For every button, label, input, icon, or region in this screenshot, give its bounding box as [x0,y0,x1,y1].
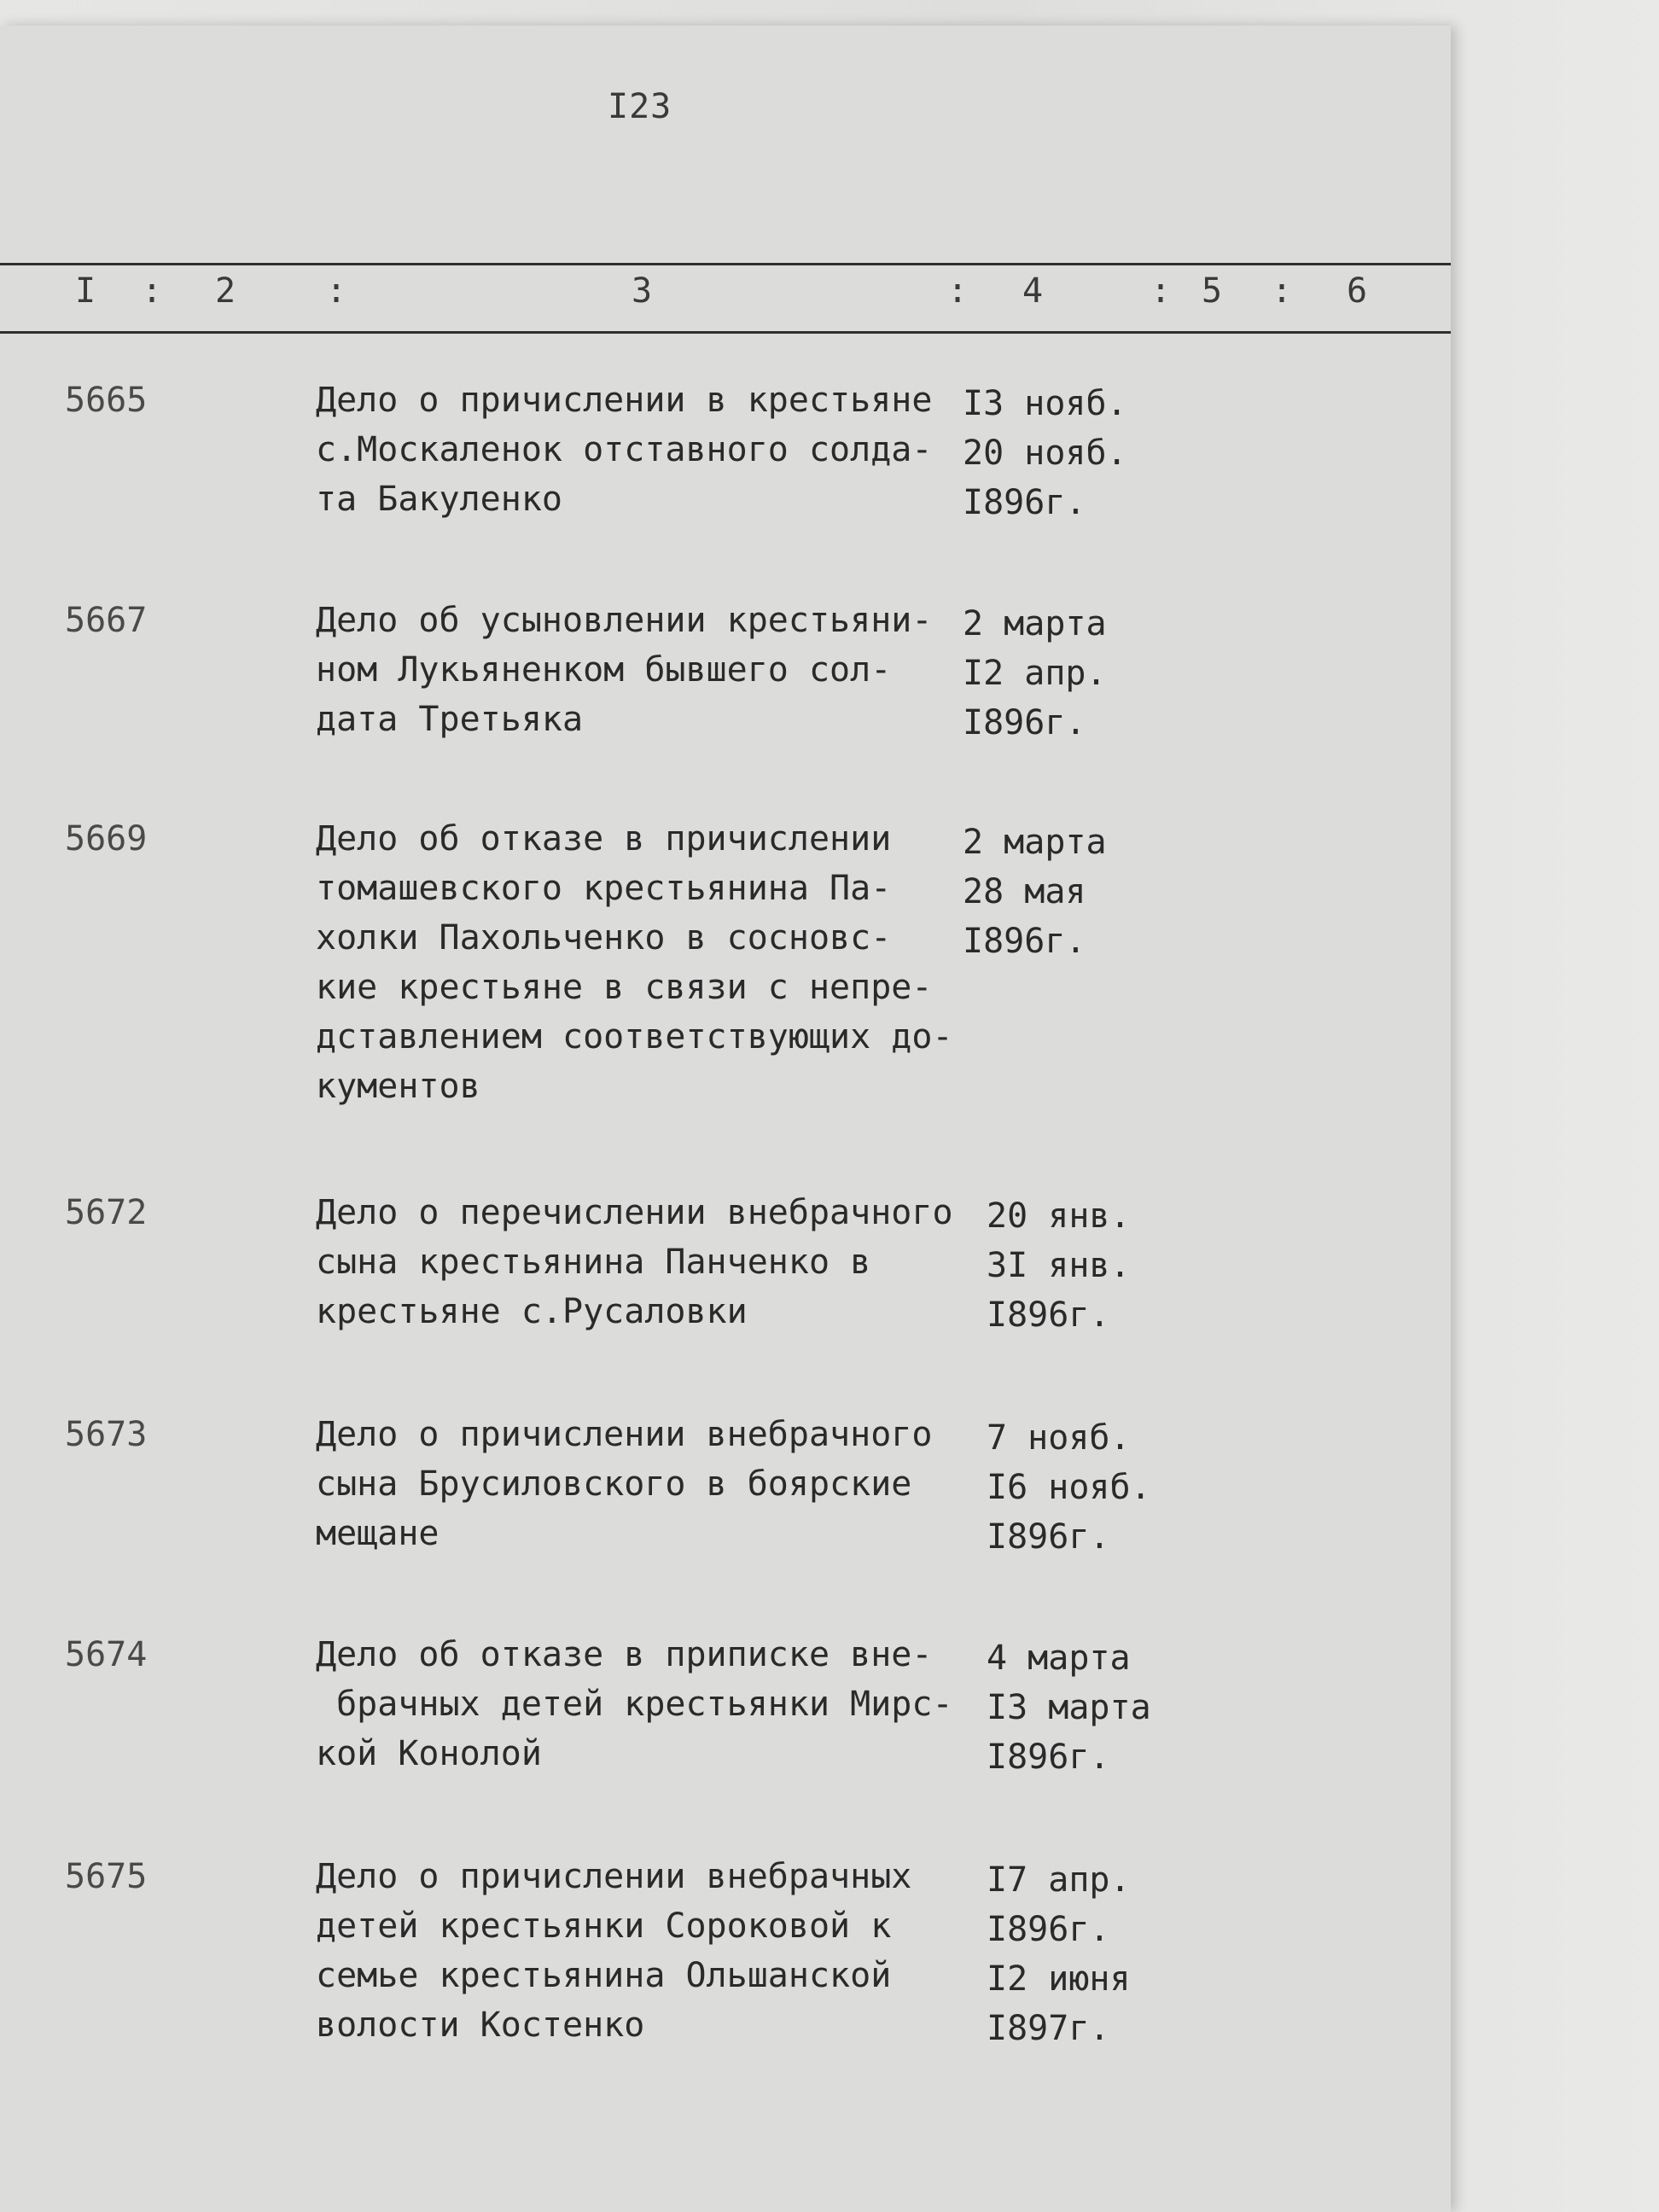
date-line: I896г. [963,922,1086,961]
header-rule-bottom [0,331,1451,334]
date-line: 20 янв. [987,1196,1131,1236]
record-dates [963,379,1127,527]
description-line: кументов [316,1067,480,1106]
page-number: I23 [608,87,672,126]
record-dates [987,1633,1151,1782]
column-separator: : [1272,271,1293,311]
description-line: сына крестьянина Панченко в [316,1243,871,1282]
record-description [316,1188,973,1336]
column-header-5: 5 [1202,271,1223,311]
date-line: I896г. [963,483,1086,522]
description-line: с.Москаленок отставного солда- [316,430,933,469]
description-line: холки Пахольченко в сосновс- [316,918,892,958]
description-line: ном Лукьяненком бывшего сол- [316,650,892,690]
date-line: I896г. [987,1738,1110,1777]
description-line: та Бакуленко [316,480,562,519]
record-description [316,596,973,744]
date-line: I896г. [963,703,1086,742]
description-line: Дело о причислении в крестьяне [316,381,933,420]
description-line: дата Третьяка [316,700,584,739]
document-page [0,26,1451,2212]
description-line: Дело о причислении внебрачных [316,1857,912,1896]
date-line: 7 нояб. [987,1418,1131,1458]
description-line: дставлением соответствующих до- [316,1017,953,1057]
column-separator: : [1150,271,1172,311]
record-dates [963,599,1107,748]
column-separator: : [326,271,347,311]
date-line: 3I янв. [987,1246,1131,1285]
column-separator: : [142,271,163,311]
record-description [316,375,973,524]
date-line: 2 марта [963,823,1107,862]
date-line: I3 марта [987,1688,1151,1727]
date-line: 4 марта [987,1639,1131,1678]
record-dates [987,1413,1151,1562]
date-line: 28 мая [963,872,1086,911]
record-description [316,1410,973,1558]
column-header-1: I [75,271,96,311]
column-header-6: 6 [1347,271,1368,311]
description-line: томашевского крестьянина Па- [316,869,892,908]
description-line: Дело о перечислении внебрачного [316,1193,953,1232]
date-line: I896г. [987,1910,1110,1949]
record-number: 5669 [65,819,148,859]
date-line: 20 нояб. [963,434,1127,473]
record-number: 5674 [65,1635,148,1674]
column-header-2: 2 [215,271,236,311]
description-line: волости Костенко [316,2005,645,2045]
record-description [316,1630,973,1778]
description-line: брачных детей крестьянки Мирс- [316,1685,953,1724]
column-header-4: 4 [1022,271,1044,311]
column-separator: : [947,271,969,311]
record-dates [987,1855,1131,2053]
record-description [316,814,973,1111]
description-line: мещане [316,1514,439,1553]
date-line: I3 нояб. [963,384,1127,423]
description-line: сына Брусиловского в боярские [316,1464,912,1504]
description-line: кой Конолой [316,1734,542,1773]
date-line: 2 марта [963,604,1107,643]
description-line: семье крестьянина Ольшанской [316,1956,892,1995]
date-line: I2 апр. [963,654,1107,693]
description-line: крестьяне с.Русаловки [316,1292,748,1331]
header-rule-top [0,263,1451,265]
date-line: I6 нояб. [987,1468,1151,1507]
date-line: I2 июня [987,1959,1131,1999]
record-dates [963,818,1107,966]
description-line: Дело об отказе в причислении [316,819,892,859]
description-line: Дело о причислении внебрачного [316,1415,933,1454]
column-header-3: 3 [632,271,653,311]
date-line: I897г. [987,2009,1110,2048]
description-line: Дело об отказе в приписке вне- [316,1635,933,1674]
description-line: Дело об усыновлении крестьяни- [316,601,933,640]
record-number: 5673 [65,1415,148,1454]
record-number: 5675 [65,1857,148,1896]
date-line: I896г. [987,1517,1110,1557]
date-line: I7 апр. [987,1860,1131,1900]
description-line: кие крестьяне в связи с непре- [316,968,933,1007]
record-description [316,1852,973,2050]
date-line: I896г. [987,1295,1110,1335]
record-dates [987,1191,1131,1340]
description-line: детей крестьянки Сороковой к [316,1906,892,1946]
record-number: 5667 [65,601,148,640]
record-number: 5672 [65,1193,148,1232]
record-number: 5665 [65,381,148,420]
